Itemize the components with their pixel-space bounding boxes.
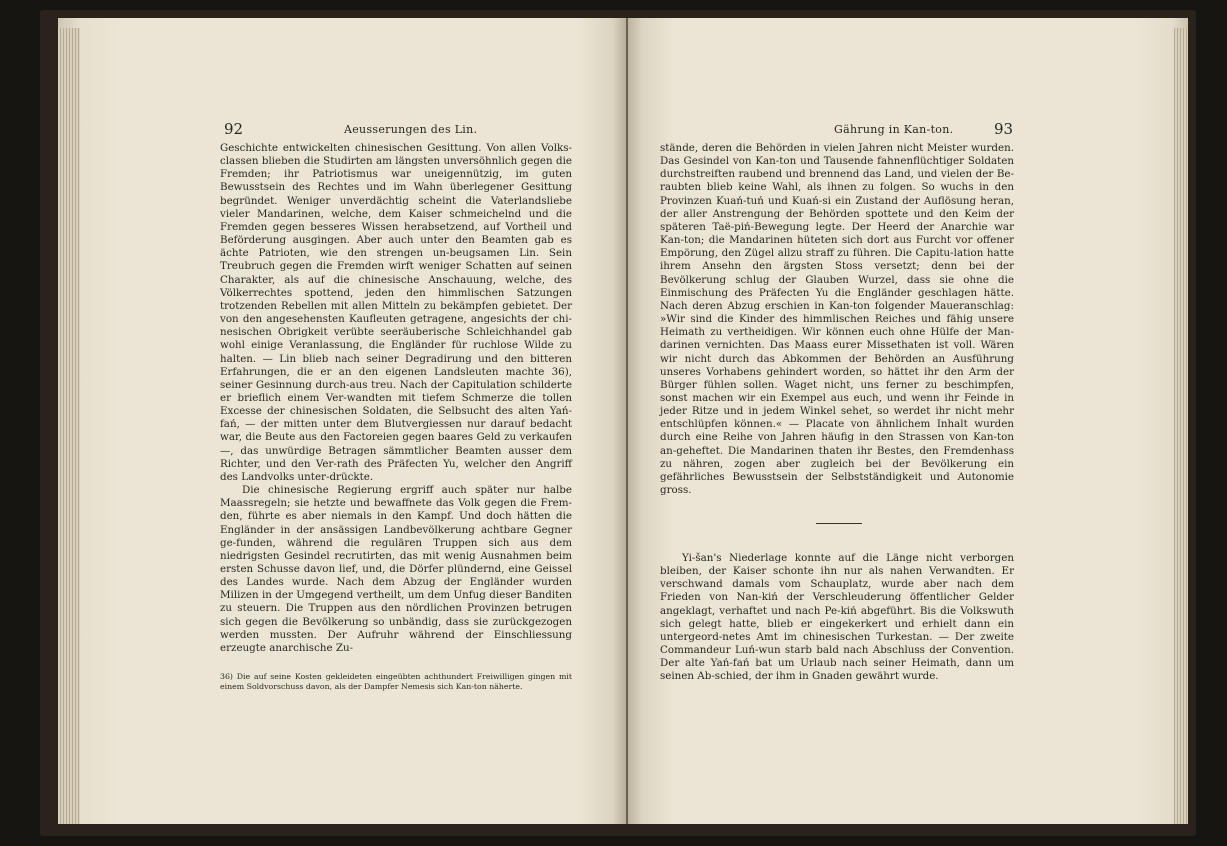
body-text — [220, 142, 572, 655]
page-number: 93 — [994, 120, 1014, 138]
body-text — [660, 552, 1014, 684]
paragraph: stände, deren die Behörden in vielen Jahren nicht Meister wurden. Das Gesindel von Kan-ton und Tausende fahnenflüchtiger Soldaten durchstreiften raubend und brennend das Land, und vielen der Be-raubten blieb keine Wahl, als ihnen zu folgen. So wuchs in den Provinzen Kuań-tuń und Kuań-si ein Zustand der Auflösung heran, der aller Anstrengung der Behörden spottete und den Keim der späteren Taë-piń-Bewegung legte. Der Heerd der Anarchie war Kan-ton; die Mandarinen hüteten sich dort aus Furcht vor offener Empörung, den Zügel allzu straff zu führen. Die Capitu-lation hatte ihrem Ansehn den ärgsten Stoss versetzt; denn bei der Bevölkerung schlug der Glauben Wurzel, dass sie ohne die Einmischung des Präfecten Yu die Engländer geschlagen hätte. Nach deren Abzug erschien in Kan-ton folgender Maueranschlag: »Wir sind die Kinder des himmlischen Reiches und fähig unsere Heimath zu vertheidigen. Wir können euch ohne Hülfe der Man-darinen vernichten. Das Maass eurer Missethaten ist voll. Wären wir nicht durch das Abkommen der Behörden an Ausführung unseres Vorhabens gehindert worden, so hättet ihr den Arm der Bürger fühlen sollen. Waget nicht, uns ferner zu beschimpfen, sonst machen wir ein Exempel aus euch, und wenn ihr Feinde in jeder Ritze und in jedem Winkel sehet, so werdet ihr nicht mehr entschlüpfen können.« — Placate von ähnlichem Inhalt wurden durch eine Reihe von Jahren häufig in den Strassen von Kan-ton an-geheftet. Die Mandarinen thaten ihr Bestes, den Fremdenhass zu nähren, zogen aber zugleich bei der Bevölkerung ein gefährliches Bewusstsein der Selbstständigkeit und Autonomie gross. — [660, 142, 1014, 497]
page-number: 92 — [224, 120, 244, 138]
running-head: Gährung in Kan-ton. — [834, 123, 954, 136]
page-edges — [58, 28, 80, 824]
footnote: 36) Die auf seine Kosten gekleideten eingeübten achthundert Freiwilligen gingen mit einem Soldvorschuss davon, als der Dampfer Nemesis sich Kan-ton näherte. — [220, 672, 572, 691]
page-edges — [1174, 28, 1188, 824]
right-page — [628, 18, 1188, 824]
paragraph: Geschichte entwickelten chinesischen Gesittung. Von allen Volks-classen blieben die Studirten am längsten unversöhnlich gegen die Fremden; ihr Patriotismus war uneigennützig, im guten Bewusstsein des Rechtes und im Wahn überlegener Gesittung begründet. Weniger unverdächtig scheint die Vaterlandsliebe vieler Mandarinen, welche, dem Kaiser schmeichelnd und die Fremden gegen besseres Wissen herabsetzend, auf Vortheil und Beförderung ausgingen. Aber auch unter den Beamten gab es ächte Patrioten, wie den strengen un-beugsamen Lin. Sein Treubruch gegen die Fremden wirft weniger Schatten auf seinen Charakter, als auf die chinesische Anschauung, welche, des Völkerrechtes spottend, jeden den himmlischen Satzungen trotzenden Rebellen mit allen Mitteln zu bekämpfen gebietet. Der von den angesehensten Kaufleuten getragene, angesichts der chi-nesischen Obrigkeit verübte seeräuberische Schleichhandel gab wohl einige Veranlassung, die Engländer für ruchlose Wilde zu halten. — Lin blieb nach seiner Degradirung und den bitteren Erfahrungen, die er an den eigenen Landsleuten machte 36), seiner Gesinnung durch-aus treu. Nach der Capitulation schilderte er brieflich einem Ver-wandten mit tiefem Schmerze die tollen Excesse der chinesischen Soldaten, die Selbsucht des alten Yań-fań, — der mitten unter dem Blutvergiessen nur darauf bedacht war, die Beute aus den Factoreien gegen baares Geld zu verkaufen —, das unwürdige Betragen sämmtlicher Beamten ausser dem Richter, und den Ver-rath des Präfecten Yu, welcher den Angriff des Landvolks unter-drückte. — [220, 142, 572, 483]
open-book — [40, 10, 1196, 836]
paragraph: Yi-šan's Niederlage konnte auf die Länge nicht verborgen bleiben, der Kaiser schonte ihn nur als nahen Verwandten. Er verschwand damals vom Schauplatz, wurde aber nach dem Frieden von Nan-kiń der Verschleuderung öffentlicher Gelder angeklagt, verhaftet und nach Pe-kiń abgeführt. Bis die Volkswuth sich gelegt hatte, blieb er eingekerkert und erhielt dann ein untergeord-netes Amt im chinesischen Turkestan. — Der zweite Commandeur Luń-wun starb bald nach Abschluss der Convention. Der alte Yań-fań bat um Urlaub nach seiner Heimath, dann um seinen Ab-schied, der ihm in Gnaden gewährt wurde. — [660, 552, 1014, 683]
paragraph: Die chinesische Regierung ergriff auch später nur halbe Maassregeln; sie hetzte und bewaffnete das Volk gegen die Frem-den, führte es aber niemals in den Kampf. Und doch hätten die Engländer in der ansässigen Landbevölkerung achtbare Gegner ge-funden, während die regulären Truppen sich aus dem niedrigsten Gesindel recrutirten, das mit wenig Ausnahmen beim ersten Schusse davon lief, und, die Dörfer plündernd, eine Geissel des Landes wurde. Nach dem Abzug der Engländer wurden Milizen in der Umgegend vertheilt, um dem Unfug dieser Banditen zu steuern. Die Truppen aus den nördlichen Provinzen betrugen sich gegen die Bevölkerung so unbändig, dass sie zurückgezogen werden mussten. Der Aufruhr während der Einschliessung erzeugte anarchische Zu- — [220, 484, 572, 654]
body-text — [660, 142, 1014, 497]
section-divider — [816, 523, 862, 524]
running-head: Aeusserungen des Lin. — [344, 123, 478, 136]
left-page — [58, 18, 626, 824]
